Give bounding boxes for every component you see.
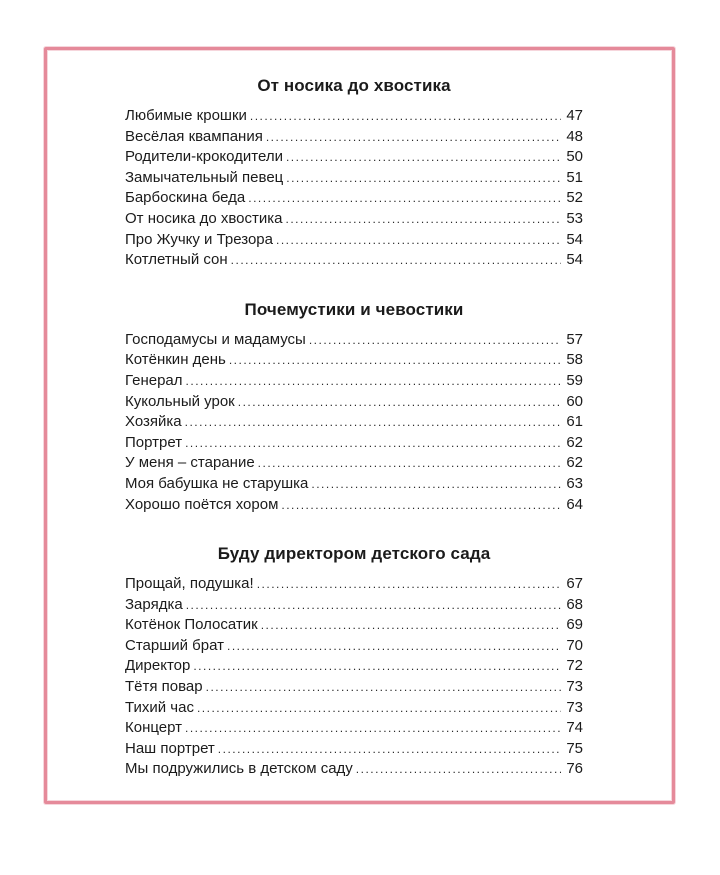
dot-leader [185,718,561,739]
toc-entry-title: Портрет [125,433,183,451]
toc-entry-page: 60 [566,392,583,410]
toc-entry[interactable] [125,759,583,780]
toc-entry[interactable] [125,474,583,495]
toc-entry[interactable] [125,350,583,371]
toc-entry-title: Концерт [125,719,183,737]
dot-leader [206,677,561,698]
toc-list [125,574,583,780]
toc-entry-title: Старший брат [125,636,224,654]
toc-entry-title: Директор [125,657,191,675]
dot-leader [286,168,561,189]
dot-leader [186,371,561,392]
toc-entry-page: 62 [566,454,583,472]
toc-entry-page: 67 [566,575,583,593]
dot-leader [185,433,561,454]
toc-entry-page: 53 [566,209,583,227]
toc-entry-title: Зарядка [125,595,183,613]
toc-entry[interactable] [125,453,583,474]
dot-leader [238,392,561,413]
toc-entry-title: Генерал [125,371,183,389]
toc-entry-page: 76 [566,760,583,778]
toc-entry-page: 61 [566,413,583,431]
toc-entry-title: Котёнкин день [125,351,226,369]
toc-entry-title: Хорошо поётся хором [125,495,279,513]
toc-entry-title: Котёнок Полосатик [125,616,258,634]
toc-entry[interactable] [125,330,583,351]
toc-section-1 [125,76,583,271]
dot-leader [218,739,561,760]
toc-list [125,106,583,271]
dot-leader [197,698,561,719]
toc-entry[interactable] [125,209,583,230]
toc-entry[interactable] [125,127,583,148]
dot-leader [231,250,561,271]
toc-entry-title: Любимые крошки [125,107,247,124]
dot-leader [309,330,561,351]
toc-entry-title: Барбоскина беда [125,189,246,207]
dot-leader [261,615,561,636]
toc-entry[interactable] [125,188,583,209]
toc-entry-title: Весёлая квампания [125,127,263,145]
toc-entry[interactable] [125,574,583,595]
toc-entry[interactable] [125,615,583,636]
toc-section-3 [125,544,583,780]
toc-entry-page: 63 [566,474,583,492]
dot-leader [248,188,561,209]
dot-leader [356,759,561,780]
toc-entry-page: 62 [566,433,583,451]
toc-entry-page: 68 [566,595,583,613]
dot-leader [286,209,562,230]
toc-entry-title: Наш портрет [125,739,215,757]
toc-entry-page: 72 [566,657,583,675]
toc-entry-page: 54 [566,230,583,248]
toc-entry-page: 48 [566,127,583,145]
toc-entry-title: Тихий час [125,698,194,716]
toc-entry[interactable] [125,595,583,616]
toc-entry[interactable] [125,392,583,413]
toc-entry-title: Мы подружились в детском саду [125,760,353,778]
toc-entry-page: 52 [566,189,583,207]
toc-entry[interactable] [125,656,583,677]
toc-entry-title: Тётя повар [125,678,203,696]
toc-entry-page: 73 [566,678,583,696]
toc-entry-page: 50 [566,148,583,166]
toc-entry-title: Про Жучку и Трезора [125,230,273,248]
dot-leader [276,230,561,251]
dot-leader [286,147,561,168]
toc-entry[interactable] [125,698,583,719]
toc-entry-title: Хозяйка [125,413,182,431]
dot-leader [311,474,561,495]
toc-entry-page: 70 [566,636,583,654]
toc-entry[interactable] [125,412,583,433]
toc-entry-page: 75 [566,739,583,757]
toc-entry[interactable] [125,495,583,516]
toc-entry-page: 59 [566,371,583,389]
toc-entry[interactable] [125,371,583,392]
section-title: Буду директором детского сада [217,544,491,564]
toc-entry-title: Прощай, подушка! [125,575,254,593]
toc-entry-title: Родители-крокодители [125,148,283,166]
toc-entry-page: 47 [566,107,583,124]
toc-entry[interactable] [125,106,583,127]
toc-entry-page: 51 [566,168,583,186]
toc-entry[interactable] [125,677,583,698]
toc-entry-title: Котлетный сон [125,251,228,269]
toc-entry-title: Моя бабушка не старушка [125,474,309,492]
toc-entry-page: 73 [566,698,583,716]
toc-entry[interactable] [125,147,583,168]
toc-entry-title: Замычательный певец [125,168,284,186]
section-title: От носика до хвостика [257,76,451,95]
toc-entry[interactable] [125,250,583,271]
toc-entry[interactable] [125,168,583,189]
toc-entry-page: 58 [566,351,583,369]
toc-entry[interactable] [125,636,583,657]
dot-leader [257,574,561,595]
toc-entry[interactable] [125,739,583,760]
toc-entry-title: Господамусы и мадамусы [125,330,306,348]
toc-entry-page: 74 [566,719,583,737]
toc-list [125,330,583,515]
section-title: Почемустики и чевостики [244,299,464,319]
toc-entry-title: У меня – старание [125,454,255,472]
dot-leader [281,495,561,516]
toc-entry-title: От носика до хвостика [125,209,283,227]
dot-leader [229,350,561,371]
table-of-contents [125,76,583,809]
toc-entry-page: 57 [566,330,583,348]
dot-leader [258,453,561,474]
toc-entry-page: 54 [566,251,583,269]
toc-entry[interactable] [125,230,583,251]
dot-leader [266,127,561,148]
dot-leader [186,595,561,616]
toc-entry[interactable] [125,718,583,739]
toc-entry-page: 69 [566,616,583,634]
toc-entry-title: Кукольный урок [125,392,235,410]
toc-section-2 [125,300,583,515]
dot-leader [250,106,561,127]
toc-entry-page: 64 [566,495,583,513]
toc-entry[interactable] [125,433,583,454]
dot-leader [185,412,561,433]
dot-leader [193,656,561,677]
dot-leader [227,636,561,657]
